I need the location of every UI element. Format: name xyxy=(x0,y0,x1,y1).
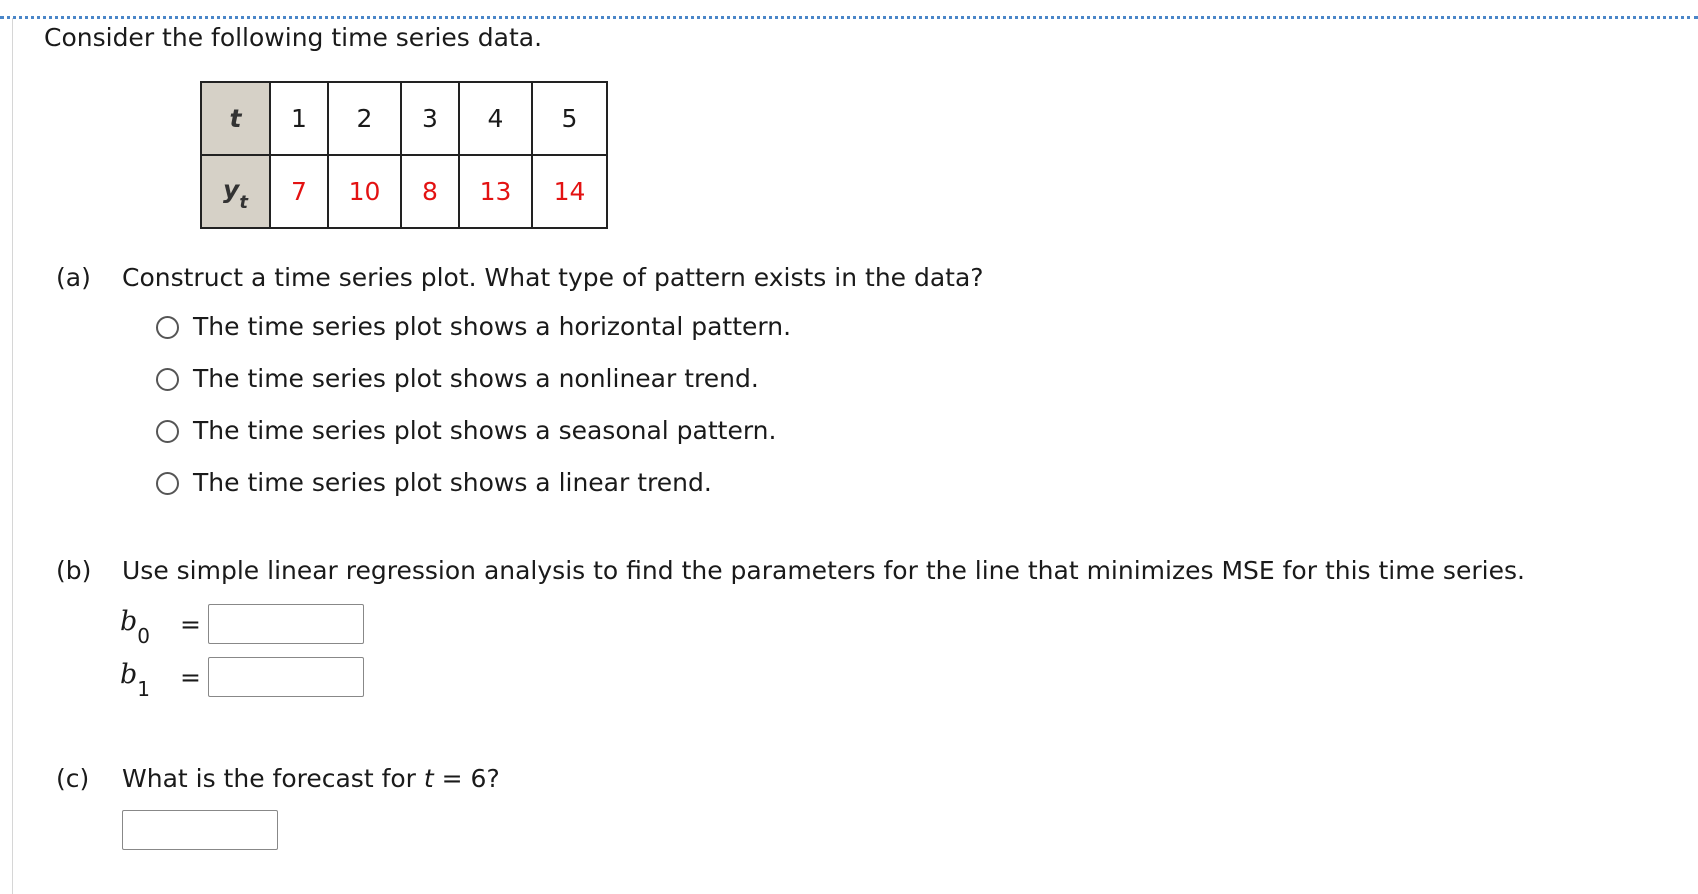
b1-symbol: $b_1$ xyxy=(120,659,151,701)
left-rule xyxy=(12,18,13,894)
b0-row xyxy=(120,602,364,646)
option-seasonal-pattern[interactable] xyxy=(156,411,776,451)
option-horizontal-pattern[interactable] xyxy=(156,307,791,347)
t-header: t xyxy=(201,82,270,155)
b1-equals: = xyxy=(180,662,201,692)
t-cell-3: 3 xyxy=(401,82,459,155)
option-linear-trend[interactable] xyxy=(156,463,712,503)
b1-input[interactable] xyxy=(208,657,364,697)
radio-circle-icon[interactable] xyxy=(156,472,179,495)
y-cell-4: 13 xyxy=(459,155,532,228)
y-header xyxy=(201,155,270,228)
option-label: The time series plot shows a nonlinear trend. xyxy=(193,364,759,393)
b0-input[interactable] xyxy=(208,604,364,644)
radio-circle-icon[interactable] xyxy=(156,368,179,391)
y-header-sub: t xyxy=(239,191,248,213)
y-header-main: y xyxy=(223,174,240,204)
forecast-input[interactable] xyxy=(122,810,278,850)
radio-circle-icon[interactable] xyxy=(156,420,179,443)
b0-equals: = xyxy=(180,609,201,639)
t-cell-5: 5 xyxy=(532,82,607,155)
t-cell-1: 1 xyxy=(270,82,328,155)
t-cell-4: 4 xyxy=(459,82,532,155)
table-row-y xyxy=(201,155,607,228)
option-label: The time series plot shows a horizontal pattern. xyxy=(193,312,792,341)
time-series-table xyxy=(200,81,608,229)
y-cell-2: 10 xyxy=(328,155,401,228)
radio-circle-icon[interactable] xyxy=(156,316,179,339)
b0-symbol: $b_0$ xyxy=(120,606,151,648)
table-row-t xyxy=(201,82,607,155)
y-cell-5: 14 xyxy=(532,155,607,228)
part-a-question: Construct a time series plot. What type of pattern exists in the data? xyxy=(122,263,984,292)
top-dotted-border xyxy=(0,16,1698,19)
option-nonlinear-trend[interactable] xyxy=(156,359,759,399)
intro-text: Consider the following time series data. xyxy=(44,23,543,52)
b1-row xyxy=(120,655,364,699)
y-cell-1: 7 xyxy=(270,155,328,228)
part-a-label: (a) xyxy=(56,263,91,292)
y-cell-3: 8 xyxy=(401,155,459,228)
part-c-label: (c) xyxy=(56,764,90,793)
part-c-question: What is the forecast for t = 6? xyxy=(122,764,500,793)
option-label: The time series plot shows a seasonal pattern. xyxy=(193,416,777,445)
part-b-question: Use simple linear regression analysis to find the parameters for the line that minimizes MSE for this time series. xyxy=(122,556,1525,585)
t-cell-2: 2 xyxy=(328,82,401,155)
part-b-label: (b) xyxy=(56,556,92,585)
option-label: The time series plot shows a linear trend. xyxy=(193,468,712,497)
